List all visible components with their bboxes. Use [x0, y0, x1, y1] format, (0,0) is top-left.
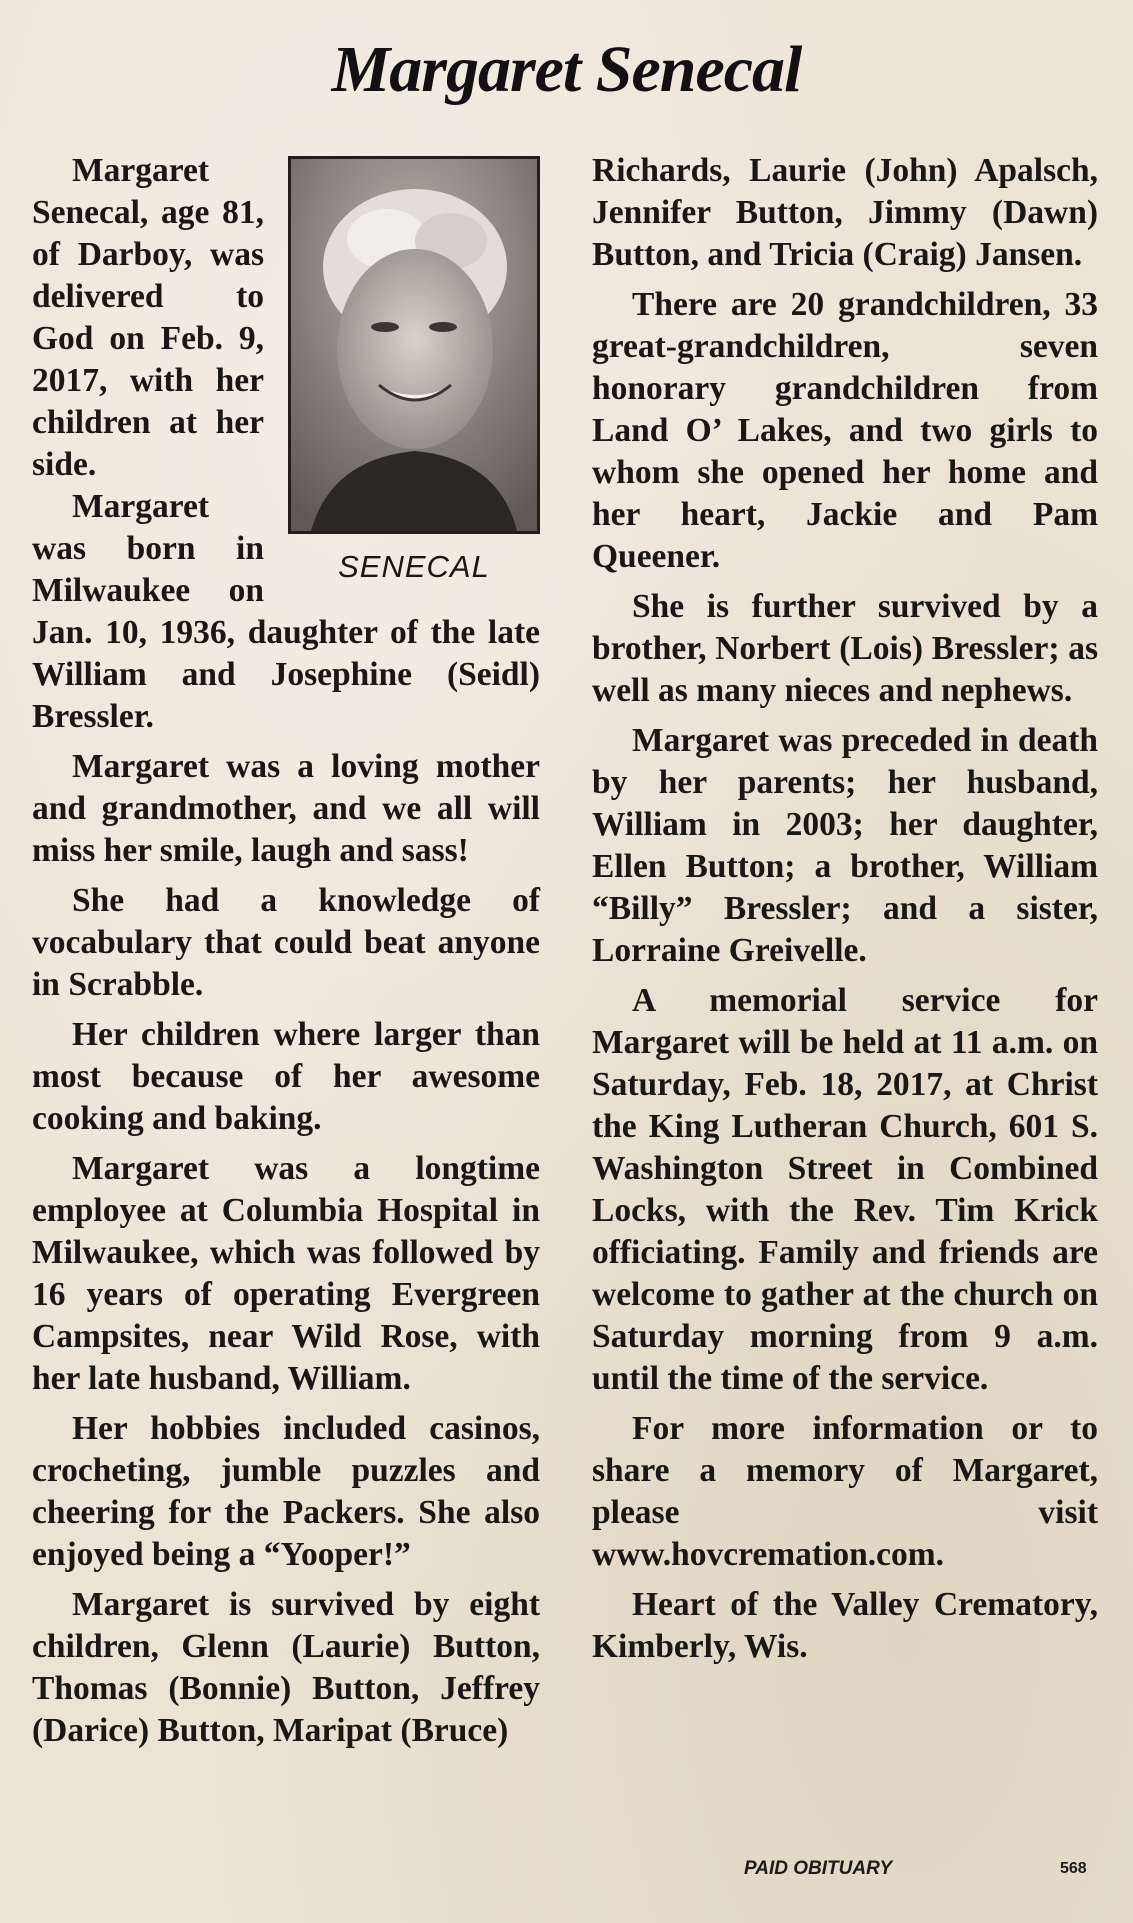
paragraph: Margaret was preceded in death by her parents; her husband, William in 2003; her daughter, Ellen Button; a brother, William “Billy” Bressler; and a sister, Lorraine Greivelle. [592, 722, 1098, 969]
text-column-left [32, 150, 540, 1760]
paragraph: Her children where larger than most because of her awesome cooking and baking. [32, 1016, 540, 1137]
paragraph: There are 20 grandchildren, 33 great-grandchildren, seven honorary grandchildren from Land O’ Lakes, and two girls to whom she opened her home and her heart, Jackie and Pam Queener. [592, 286, 1098, 575]
paragraph: She had a knowledge of vocabulary that could beat anyone in Scrabble. [32, 882, 540, 1003]
obituary-title: Margaret Senecal [331, 33, 802, 106]
paragraph: Heart of the Valley Crematory, Kimberly, Wis. [592, 1586, 1098, 1665]
paragraph: She is further survived by a brother, Norbert (Lois) Bressler; as well as many nieces and nephews. [592, 588, 1098, 709]
ad-code: 568 [1060, 1860, 1087, 1877]
paid-obituary-label: PAID OBITUARY [744, 1858, 893, 1879]
portrait-block [288, 156, 540, 584]
paragraph: Margaret was born in Milwaukee on Jan. 10, 1936, daughter of the late William and Josephine (Seidl) Bressler. [32, 488, 540, 735]
photo-caption: SENECAL [338, 549, 490, 584]
paragraph: Margaret Senecal, age 81, of Darboy, was delivered to God on Feb. 9, 2017, with her children at her side. [32, 152, 264, 483]
paragraph: Margaret was a loving mother and grandmother, and we all will miss her smile, laugh and sass! [32, 748, 540, 869]
portrait-image [291, 159, 537, 531]
paragraph: Margaret is survived by eight children, Glenn (Laurie) Button, Thomas (Bonnie) Button, Jeffrey (Darice) Button, Maripat (Bruce) [32, 1586, 540, 1749]
portrait-photo [288, 156, 540, 534]
text-column-right [592, 150, 1098, 1676]
paragraph: For more information or to share a memory of Margaret, please visit www.hovcremation.com. [592, 1410, 1098, 1573]
paragraph: Her hobbies included casinos, crocheting, jumble puzzles and cheering for the Packers. She also enjoyed being a “Yooper!” [32, 1410, 540, 1573]
paragraph: A memorial service for Margaret will be held at 11 a.m. on Saturday, Feb. 18, 2017, at Christ the King Lutheran Church, 601 S. Washington Street in Combined Locks, with the Rev. Tim Krick officiating. Family and friends are welcome to gather at the church on Saturday morning from 9 a.m. until the time of the service. [592, 982, 1098, 1397]
paragraph: Richards, Laurie (John) Apalsch, Jennifer Button, Jimmy (Dawn) Button, and Tricia (Craig) Jansen. [592, 152, 1098, 273]
paragraph: Margaret was a longtime employee at Columbia Hospital in Milwaukee, which was followed by 16 years of operating Evergreen Campsites, near Wild Rose, with her late husband, William. [32, 1150, 540, 1397]
